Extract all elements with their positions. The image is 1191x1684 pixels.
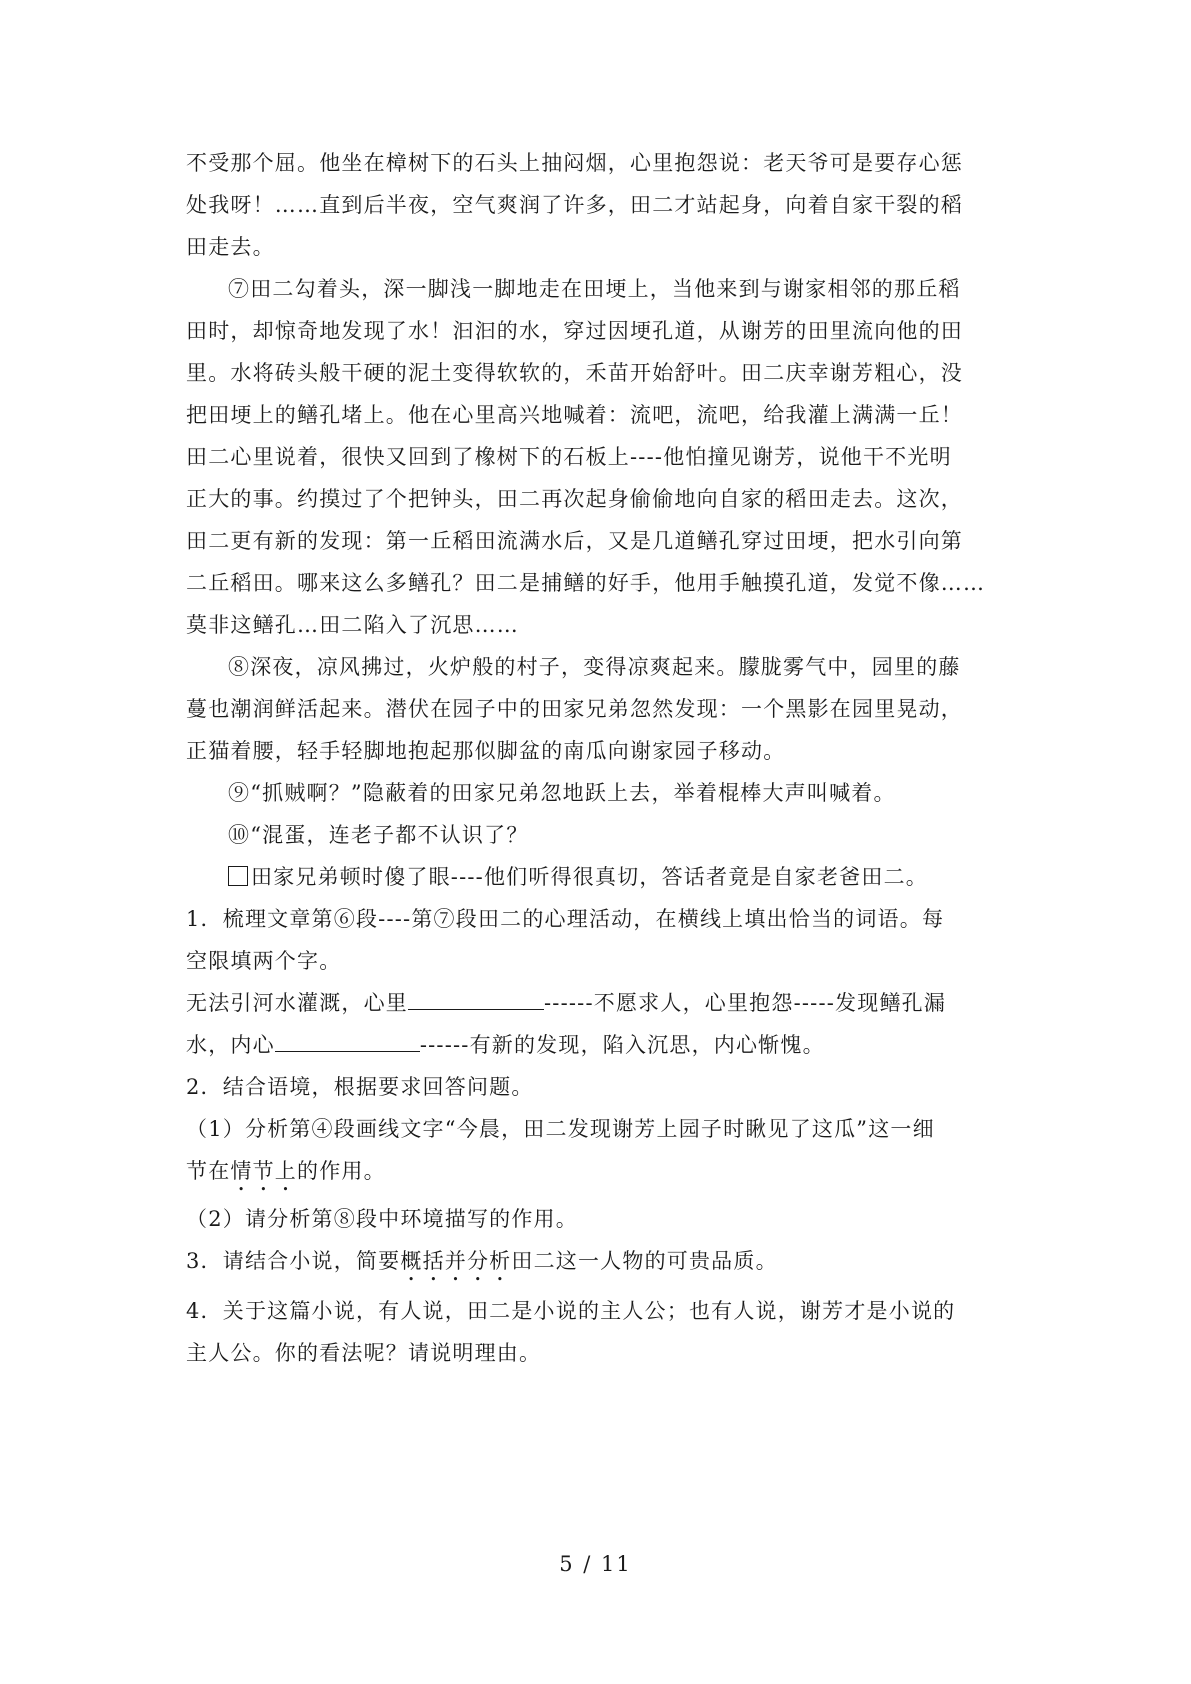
paragraph-11 [186, 856, 1016, 898]
page-number: 5 / 11 [559, 1552, 632, 1576]
answer-blank-1[interactable] [408, 983, 544, 1010]
paragraph-7 [186, 268, 1016, 646]
text-line: 不受那个屈。他坐在樟树下的石头上抽闷烟，心里抱怨说：老天爷可是要存心惩 [186, 151, 963, 175]
sub1-text: 的作用。 [297, 1159, 386, 1183]
document-page [186, 142, 1016, 1374]
text-line: 蔓也潮润鲜活起来。潜伏在园子中的田家兄弟忽然发现：一个黑影在园里晃动， [186, 697, 963, 721]
question-1-fill-line-2 [186, 1024, 1016, 1066]
question-1-stem-line: 1．梳理文章第⑥段----第⑦段田二的心理活动，在横线上填出恰当的词语。每 [186, 907, 945, 931]
fill-text: ------有新的发现，陷入沉思，内心惭愧。 [419, 1033, 825, 1057]
emphasis-dotted-text: 情节上 [230, 1159, 298, 1183]
question-2-sub1-line: （1）分析第④段画线文字“今晨，田二发现谢芳上园子时瞅见了这瓜”这一细 [186, 1117, 935, 1141]
sub1-text: 节在 [186, 1159, 231, 1183]
emphasis-dotted-text: 概括并分析 [400, 1249, 512, 1273]
text-line: 二丘稻田。哪来这么多鳝孔？田二是捕鳝的好手，他用手触摸孔道，发觉不像…… [186, 571, 986, 595]
text-line: ⑧深夜，凉风拂过，火炉般的村子，变得凉爽起来。朦胧雾气中，园里的藤 [228, 655, 961, 679]
paragraph-11-text: 田家兄弟顿时傻了眼----他们听得很真切，答话者竟是自家老爸田二。 [251, 865, 928, 889]
answer-blank-2[interactable] [275, 1025, 420, 1052]
text-line: 把田埂上的鳝孔堵上。他在心里高兴地喊着：流吧，流吧，给我灌上满满一丘！ [186, 403, 963, 427]
text-line: 处我呀！……直到后半夜，空气爽润了许多，田二才站起身，向着自家干裂的稻 [186, 193, 963, 217]
paragraph-9: ⑨“抓贼啊？”隐蔽着的田家兄弟忽地跃上去，举着棍棒大声叫喊着。 [228, 781, 896, 805]
text-line: 正大的事。约摸过了个把钟头，田二再次起身偷偷地向自家的稻田走去。这次， [186, 487, 963, 511]
question-3 [186, 1240, 1016, 1282]
text-line: 田时，却惊奇地发现了水！汩汩的水，穿过因埂孔道，从谢芳的田里流向他的田 [186, 319, 963, 343]
fill-text: 无法引河水灌溉，心里 [186, 991, 408, 1015]
q3-text: 3．请结合小说，简要 [186, 1249, 401, 1273]
fill-text: ------不愿求人，心里抱怨-----发现鳝孔漏 [544, 991, 947, 1015]
question-4 [186, 1290, 1016, 1374]
text-line: 正猫着腰，轻手轻脚地抱起那似脚盆的南瓜向谢家园子移动。 [186, 739, 786, 763]
question-2-sub2: （2）请分析第⑧段中环境描写的作用。 [186, 1207, 578, 1231]
q3-text: 田二这一人物的可贵品质。 [511, 1249, 778, 1273]
question-2-stem: 2．结合语境，根据要求回答问题。 [186, 1075, 534, 1099]
question-2-sub1-line [186, 1150, 1016, 1192]
question-1 [186, 898, 1016, 1066]
paragraph-8 [186, 646, 1016, 772]
text-line: 莫非这鳝孔…田二陷入了沉思…… [186, 613, 519, 637]
text-line: 田走去。 [186, 235, 275, 259]
question-2 [186, 1066, 1016, 1240]
text-line: 田二心里说着，很快又回到了橡树下的石板上----他怕撞见谢芳，说他干不光明 [186, 445, 952, 469]
paragraph-6-tail [186, 142, 1016, 268]
fill-text: 水，内心 [186, 1033, 275, 1057]
missing-glyph-box [228, 866, 248, 886]
text-line: ⑦田二勾着头，深一脚浅一脚地走在田埂上，当他来到与谢家相邻的那丘稻 [228, 277, 961, 301]
question-1-fill-line-1 [186, 982, 1016, 1024]
paragraph-10: ⑩“混蛋，连老子都不认识了？ [228, 823, 529, 847]
question-4-line: 主人公。你的看法呢？请说明理由。 [186, 1341, 542, 1365]
text-line: 里。水将砖头般干硬的泥土变得软软的，禾苗开始舒叶。田二庆幸谢芳粗心，没 [186, 361, 963, 385]
text-line: 田二更有新的发现：第一丘稻田流满水后，又是几道鳝孔穿过田埂，把水引向第 [186, 529, 963, 553]
question-1-stem-line: 空限填两个字。 [186, 949, 342, 973]
question-4-line: 4．关于这篇小说，有人说，田二是小说的主人公；也有人说，谢芳才是小说的 [186, 1299, 956, 1323]
